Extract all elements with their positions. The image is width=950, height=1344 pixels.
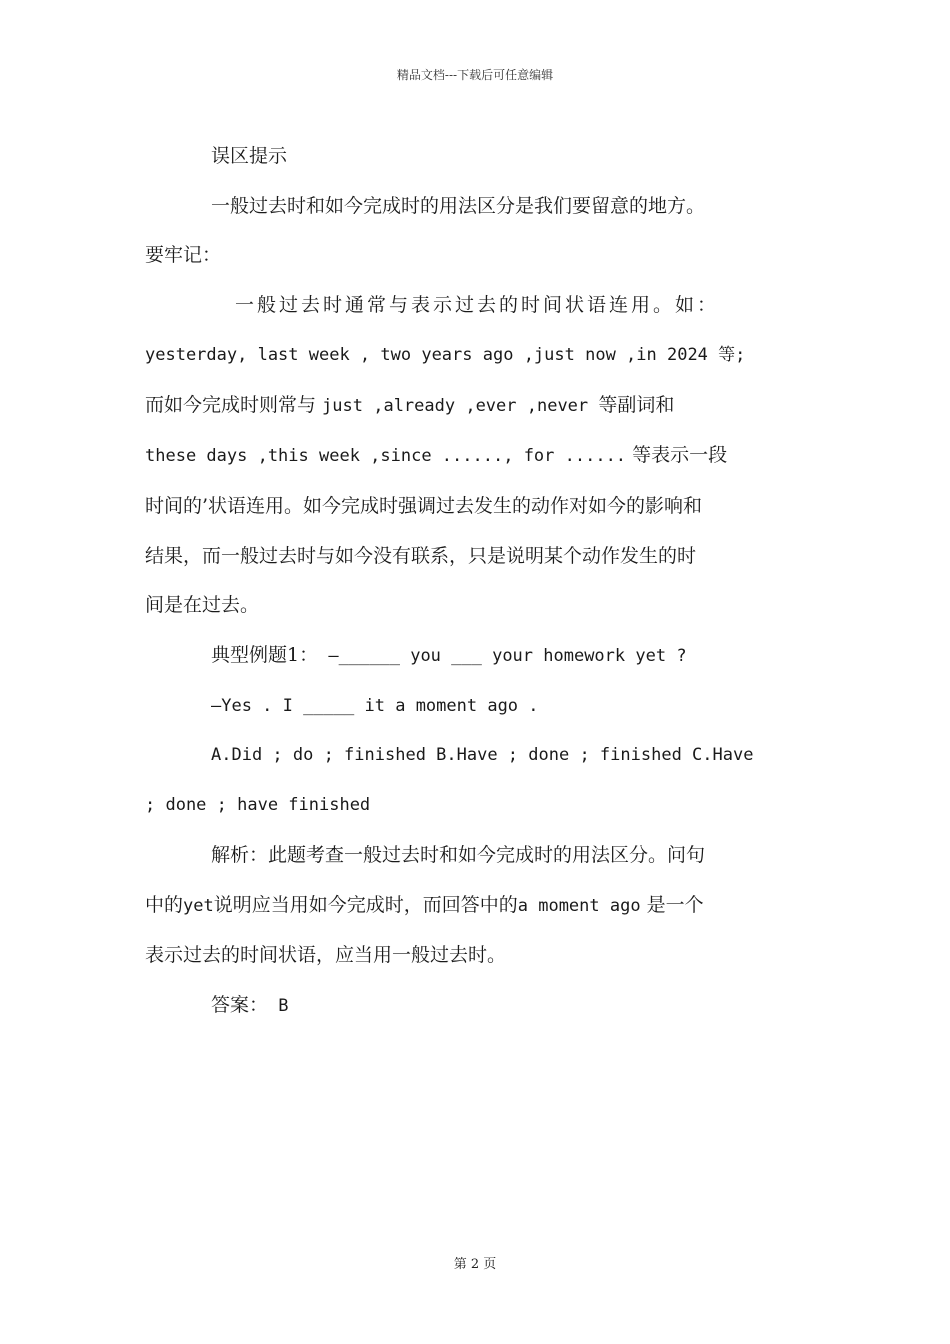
analysis-line-2-a: 中的 xyxy=(145,893,184,916)
example-question-line xyxy=(145,631,807,682)
explanation-line-3-a: 而如今完成时则常与 xyxy=(145,393,323,416)
analysis-line-2 xyxy=(145,881,807,932)
analysis-line-2-e: 是一个 xyxy=(640,893,704,916)
intro-line-2: 要牢记： xyxy=(145,244,222,267)
explanation-line-6: 结果，而一般过去时与如今没有联系，只是说明某个动作发生的时 xyxy=(145,544,697,567)
page-header: 精品文档---下载后可任意编辑 xyxy=(396,68,554,82)
example-label: 典型例题1： xyxy=(211,644,319,667)
explanation-line-5: 时间的’状语连用。如今完成时强调过去发生的动作对如今的影响和 xyxy=(145,494,703,517)
analysis-line-1: 解析：此题考查一般过去时和如今完成时的用法区分。问句 xyxy=(211,843,706,866)
explanation-line-2: yesterday, last week , two years ago ,just now ,in 2024 等; xyxy=(145,344,746,365)
explanation-line-7: 间是在过去。 xyxy=(145,594,260,617)
explanation-line-1: 一般过去时通常与表示过去的时间状语连用。如： xyxy=(235,294,720,317)
answer-line xyxy=(145,981,807,1032)
explanation-line-3-adverbs: just ,already ,ever ,never xyxy=(322,395,599,416)
document-body xyxy=(145,132,807,1032)
explanation-line-4-phrases: these days ,this week ,since ......, for ...... xyxy=(145,446,627,467)
analysis-line-3: 表示过去的时间状语，应当用一般过去时。 xyxy=(145,944,507,967)
analysis-line-2-c: 说明应当用如今完成时，而回答中的 xyxy=(213,893,518,916)
section-title: 误区提示 xyxy=(211,145,288,167)
page-footer: 第 2 页 xyxy=(453,1257,497,1272)
explanation-line-3-c: 等副词和 xyxy=(598,393,675,416)
intro-line-1: 一般过去时和如今完成时的用法区分是我们要留意的地方。 xyxy=(211,194,706,217)
answer-label: 答案： xyxy=(211,993,269,1016)
analysis-line-2-phrase: a moment ago xyxy=(517,895,641,916)
answer-value: B xyxy=(268,995,289,1016)
example-question-2: —Yes . I _____ it a moment ago . xyxy=(211,695,539,716)
explanation-line-4 xyxy=(145,431,807,482)
example-question-1: —______ you ___ your homework yet ? xyxy=(318,646,687,667)
example-options-line-1: A.Did ; do ; finished B.Have ; done ; finished C.Have xyxy=(211,745,754,766)
explanation-line-4-b: 等表示一段 xyxy=(626,444,728,467)
example-options-line-2: ; done ; have finished xyxy=(145,795,371,816)
analysis-line-2-yet: yet xyxy=(183,895,214,916)
explanation-line-3 xyxy=(145,381,807,432)
